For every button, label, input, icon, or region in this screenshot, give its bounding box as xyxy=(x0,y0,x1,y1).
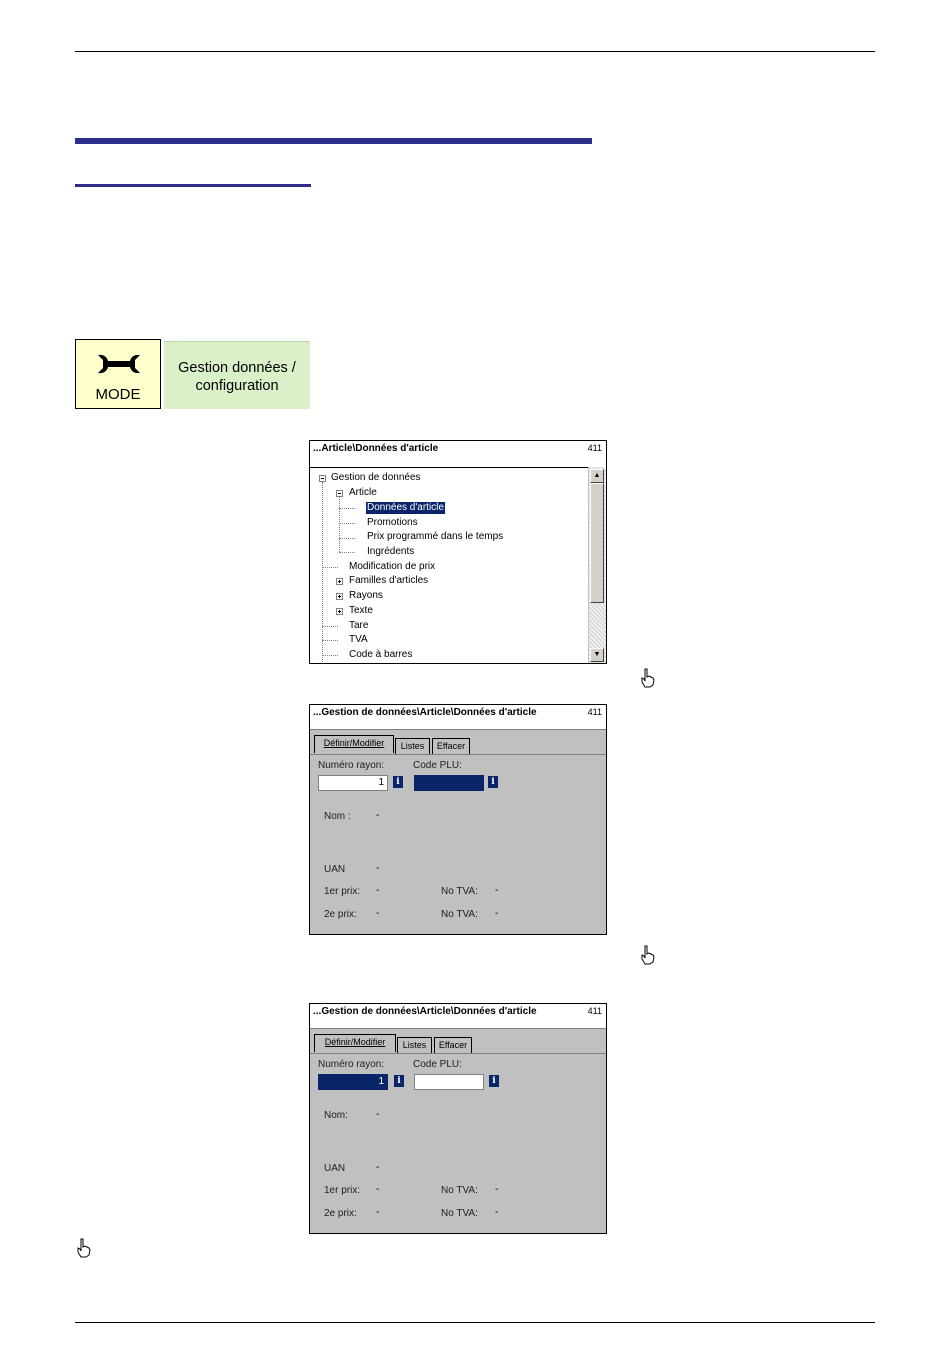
tree-item-donnees-article[interactable]: Données d'article xyxy=(367,502,444,513)
tree-line xyxy=(339,497,340,552)
screen-number: 411 xyxy=(587,443,602,453)
name-value: - xyxy=(376,810,380,821)
scroll-down-icon[interactable]: ▼ xyxy=(590,648,604,662)
screen-number: 411 xyxy=(587,707,602,717)
tree-item-ingredients[interactable]: Ingrédents xyxy=(367,546,415,557)
collapse-icon[interactable] xyxy=(319,475,326,482)
tab-effacer[interactable]: Effacer xyxy=(434,1037,472,1053)
uan-value: - xyxy=(376,1162,380,1173)
tree-item-familles-articles[interactable]: Familles d'articles xyxy=(349,575,429,586)
tree-item-tare[interactable]: Tare xyxy=(349,620,369,631)
vat-value: - xyxy=(495,1184,499,1195)
tab-strip-line xyxy=(310,754,606,755)
screen-title: ...Gestion de données\Article\Données d'article xyxy=(313,1006,537,1017)
first-price-value: - xyxy=(376,885,380,896)
gestion-donnees-key[interactable] xyxy=(164,341,310,409)
tree-line xyxy=(339,508,355,509)
plu-info-icon[interactable]: i xyxy=(488,776,498,788)
tree-scrollbar[interactable] xyxy=(588,467,606,663)
tree-line xyxy=(339,523,355,524)
tree-item-rayons[interactable]: Rayons xyxy=(349,590,383,601)
tree-item-promotions[interactable]: Promotions xyxy=(367,517,418,528)
uan-label: UAN xyxy=(324,864,346,875)
tree-item-gestion-donnees[interactable]: Gestion de données xyxy=(331,472,421,483)
second-price-label: 2e prix: xyxy=(324,909,357,920)
collapse-icon[interactable] xyxy=(336,490,343,497)
subheading-bar xyxy=(75,184,311,187)
screen-number: 411 xyxy=(587,1006,602,1016)
dept-number-label: Numéro rayon: xyxy=(318,1059,385,1070)
hand-pointer-icon xyxy=(76,1238,92,1258)
name-label: Nom : xyxy=(324,811,351,822)
gestion-key-label-line1: Gestion données / xyxy=(178,360,296,376)
vat-value: - xyxy=(495,1207,499,1218)
name-value: - xyxy=(376,1109,380,1120)
tree-line xyxy=(322,626,338,627)
vat-label: No TVA: xyxy=(441,1208,478,1219)
tab-strip-line xyxy=(310,1053,606,1054)
wrench-icon xyxy=(96,353,142,375)
uan-label: UAN xyxy=(324,1163,346,1174)
plu-code-label: Code PLU: xyxy=(413,1059,462,1070)
hand-pointer-icon xyxy=(640,945,656,965)
tab-label: Définir/Modifier xyxy=(324,1037,386,1047)
tree-line xyxy=(322,567,338,568)
screen-title: ...Article\Données d'article xyxy=(313,443,439,454)
plu-info-icon[interactable]: i xyxy=(489,1075,499,1087)
tab-definir-modifier[interactable] xyxy=(314,735,394,753)
tree-item-tva[interactable]: TVA xyxy=(349,634,368,645)
scroll-thumb[interactable] xyxy=(590,483,604,603)
first-price-value: - xyxy=(376,1184,380,1195)
tree-item-article[interactable]: Article xyxy=(349,487,377,498)
plu-code-input[interactable] xyxy=(414,1074,484,1090)
first-price-label: 1er prix: xyxy=(324,886,361,897)
vat-label: No TVA: xyxy=(441,886,478,897)
dept-number-label: Numéro rayon: xyxy=(318,760,385,771)
gestion-key-label xyxy=(164,359,310,395)
tree-line xyxy=(322,482,323,662)
tab-label: Définir/Modifier xyxy=(323,738,385,748)
dept-number-input[interactable]: 1 xyxy=(318,1074,388,1090)
tree-line xyxy=(339,538,355,539)
vat-label: No TVA: xyxy=(441,909,478,920)
article-form-screen-plu xyxy=(309,704,607,935)
vat-label: No TVA: xyxy=(441,1185,478,1196)
header-rule xyxy=(75,51,875,52)
uan-value: - xyxy=(376,863,380,874)
tree-item-code-barres[interactable]: Code à barres xyxy=(349,649,413,660)
dept-info-icon[interactable]: i xyxy=(394,1075,404,1087)
tree-item-modification-prix[interactable]: Modification de prix xyxy=(349,561,436,572)
form-body xyxy=(310,729,606,934)
second-price-value: - xyxy=(376,1207,380,1218)
hand-pointer-icon xyxy=(640,668,656,688)
name-label: Nom: xyxy=(324,1110,348,1121)
second-price-label: 2e prix: xyxy=(324,1208,357,1219)
scroll-up-icon[interactable]: ▲ xyxy=(590,469,604,483)
tree-view[interactable] xyxy=(310,467,589,663)
mode-key-label: MODE xyxy=(95,386,141,403)
dept-number-input[interactable]: 1 xyxy=(318,775,388,791)
dept-info-icon[interactable]: i xyxy=(393,776,403,788)
tree-line xyxy=(322,655,338,656)
expand-icon[interactable] xyxy=(336,593,343,600)
tree-item-prix-programme[interactable]: Prix programmé dans le temps xyxy=(367,531,504,542)
screen-title: ...Gestion de données\Article\Données d'article xyxy=(313,707,537,718)
tab-listes[interactable]: Listes xyxy=(395,738,430,754)
expand-icon[interactable] xyxy=(336,608,343,615)
tab-effacer[interactable]: Effacer xyxy=(432,738,470,754)
second-price-value: - xyxy=(376,908,380,919)
tab-listes[interactable]: Listes xyxy=(397,1037,432,1053)
mode-key[interactable] xyxy=(75,339,161,409)
tree-line xyxy=(339,552,355,553)
tree-line xyxy=(322,640,338,641)
footer-rule xyxy=(75,1322,875,1323)
first-price-label: 1er prix: xyxy=(324,1185,361,1196)
gestion-key-label-line2: configuration xyxy=(195,378,279,394)
plu-code-input[interactable] xyxy=(414,775,484,791)
vat-value: - xyxy=(495,885,499,896)
article-form-screen-dept xyxy=(309,1003,607,1234)
form-body xyxy=(310,1028,606,1233)
plu-code-label: Code PLU: xyxy=(413,760,462,771)
heading-bar xyxy=(75,138,592,144)
tab-definir-modifier[interactable] xyxy=(314,1034,396,1052)
tree-item-texte[interactable]: Texte xyxy=(349,605,373,616)
expand-icon[interactable] xyxy=(336,578,343,585)
vat-value: - xyxy=(495,908,499,919)
article-tree-screen xyxy=(309,440,607,664)
